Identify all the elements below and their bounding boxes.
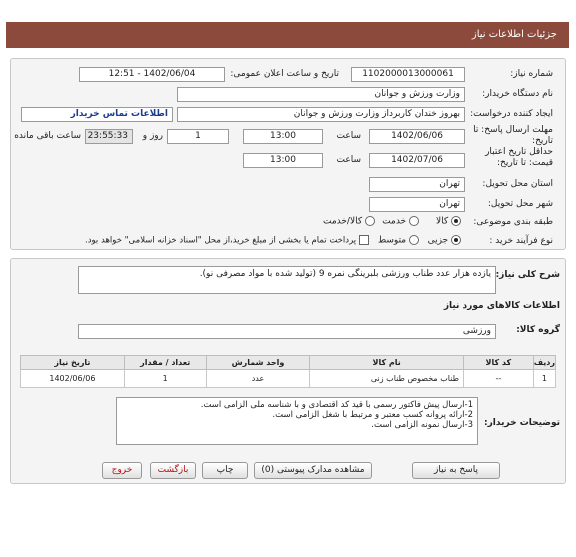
category-label: طبقه بندی موضوعی: xyxy=(473,217,553,227)
buyer-org-label: نام دستگاه خریدار: xyxy=(482,89,553,99)
announce-datetime-field: 1402/06/04 - 12:51 xyxy=(79,67,225,82)
note-line: 1-ارسال پیش فاکتور رسمی با قید کد اقتصادی و با شناسه ملی الزامی است. xyxy=(200,400,473,410)
process-option-minor[interactable]: جزیی xyxy=(428,235,461,246)
summary-field: یازده هزار عدد طناب ورزشی بلبرینگی نمره 9 (تولید شده با مواد مصرفی نو). xyxy=(78,266,496,294)
cell-code: -- xyxy=(463,370,533,388)
note-line: 2-ارائه پروانه کسب معتبر و مرتبط با شغل الزامی است. xyxy=(272,410,473,420)
summary-label: شرح کلی نیاز: xyxy=(495,270,560,280)
remaining-time: 23:55:33 xyxy=(85,129,133,144)
exit-button[interactable]: خروج xyxy=(102,462,142,479)
goods-group-label: گروه کالا: xyxy=(516,325,560,335)
remaining-days: 1 xyxy=(167,129,229,144)
need-number-label: شماره نیاز: xyxy=(510,69,553,79)
col-unit: واحد شمارش xyxy=(206,356,310,370)
delivery-province-label: استان محل تحویل: xyxy=(482,179,553,189)
goods-group-field: ورزشی xyxy=(78,324,496,339)
col-code: کد کالا xyxy=(463,356,533,370)
radio-goods-service[interactable] xyxy=(365,216,375,226)
radio-medium[interactable] xyxy=(409,235,419,245)
buyer-notes-field xyxy=(116,397,478,445)
radio-minor[interactable] xyxy=(451,235,461,245)
back-button[interactable]: بازگشت xyxy=(150,462,196,479)
requester-field: بهروز خندان کاربرداز وزارت ورزش و جوانان xyxy=(177,107,465,122)
category-option-goods-service[interactable]: کالا/خدمت xyxy=(323,216,375,227)
price-time-label: ساعت xyxy=(336,155,361,165)
reply-button[interactable]: پاسخ به نیاز xyxy=(412,462,500,479)
remaining-time-label: ساعت باقی مانده xyxy=(14,131,81,141)
page-title: جزئیات اطلاعات نیاز xyxy=(471,29,557,40)
cell-date: 1402/06/06 xyxy=(21,370,125,388)
col-qty: تعداد / مقدار xyxy=(124,356,206,370)
reply-deadline-date: 1402/06/06 xyxy=(369,129,465,144)
reply-deadline-time: 13:00 xyxy=(243,129,323,144)
announce-datetime-label: تاریخ و ساعت اعلان عمومی: xyxy=(230,69,339,79)
buyer-notes-label: توضیحات خریدار: xyxy=(484,418,560,428)
cell-row: 1 xyxy=(533,370,555,388)
col-name: نام کالا xyxy=(310,356,464,370)
price-validity-label: حداقل تاریخ اعتبار قیمت: تا تاریخ: xyxy=(485,147,553,168)
delivery-city-field: تهران xyxy=(369,197,465,212)
goods-table xyxy=(20,355,556,388)
need-number-field: 1102000013000061 xyxy=(351,67,465,82)
page-title-bar xyxy=(6,22,569,48)
category-option-service[interactable]: خدمت xyxy=(382,216,419,227)
cell-unit: عدد xyxy=(206,370,310,388)
purchase-process-label: نوع فرآیند خرید : xyxy=(489,236,553,246)
goods-table-header xyxy=(21,356,556,370)
col-date: تاریخ نیاز xyxy=(21,356,125,370)
goods-section-title: اطلاعات کالاهای مورد نیاز xyxy=(443,301,560,311)
need-info-panel xyxy=(10,58,566,250)
radio-goods[interactable] xyxy=(451,216,461,226)
buyer-contact-link[interactable]: اطلاعات تماس خریدار xyxy=(70,109,168,119)
buyer-contact-box[interactable] xyxy=(21,107,173,122)
process-option-medium[interactable]: متوسط xyxy=(378,235,419,246)
treasury-checkbox[interactable] xyxy=(359,235,369,245)
price-validity-date: 1402/07/06 xyxy=(369,153,465,168)
print-button[interactable]: چاپ xyxy=(202,462,248,479)
price-validity-time: 13:00 xyxy=(243,153,323,168)
table-row xyxy=(21,370,556,388)
requester-label: ایجاد کننده درخواست: xyxy=(470,109,553,119)
attachments-button[interactable]: مشاهده مدارک پیوستی (0) xyxy=(254,462,372,479)
reply-deadline-label: مهلت ارسال پاسخ: تا تاریخ: xyxy=(473,125,553,146)
col-row: ردیف xyxy=(533,356,555,370)
treasury-payment-option[interactable]: پرداخت تمام یا بخشی از مبلغ خرید،از محل "اسناد خزانه اسلامی" خواهد بود. xyxy=(85,235,369,246)
delivery-city-label: شهر محل تحویل: xyxy=(487,199,553,209)
cell-qty: 1 xyxy=(124,370,206,388)
days-label: روز و xyxy=(142,131,163,141)
cell-name: طناب مخصوص طناب زنی xyxy=(310,370,464,388)
note-line: 3-ارسال نمونه الزامی است. xyxy=(371,420,473,430)
radio-service[interactable] xyxy=(409,216,419,226)
category-option-goods[interactable]: کالا xyxy=(436,216,461,227)
delivery-province-field: تهران xyxy=(369,177,465,192)
reply-time-label: ساعت xyxy=(336,131,361,141)
buyer-org-field: وزارت ورزش و جوانان xyxy=(177,87,465,102)
